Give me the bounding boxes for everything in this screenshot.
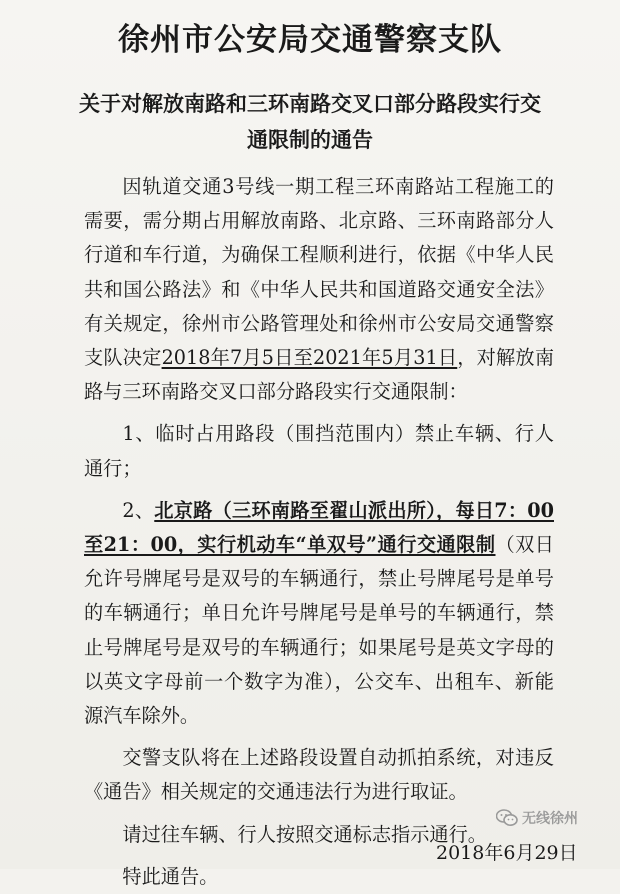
wechat-icon [496,809,518,827]
paragraph-background [84,170,554,409]
restriction-item-1: 1、临时占用路段（围挡范围内）禁止车辆、行人通行； [84,422,554,480]
paragraph-instruction: 请过往车辆、行人按照交通标志指示通行。 [122,822,487,846]
organization-title: 徐州市公安局交通警察支队 [118,22,502,58]
restriction-date-range: 2018年7月5日至2021年5月31日 [161,346,458,370]
paragraph-background-tail: ，对解放南路与三环南路交叉口部分路段实行交通限制： [84,346,555,404]
wechat-watermark [496,808,578,828]
notice-title: 关于对解放南路和三环南路交叉口部分路段实行交通限制的通告 [79,91,541,152]
paragraph-enforcement: 交警支队将在上述路段设置自动抓拍系统，对违反《通告》相关规定的交通违法行为进行取证。 [84,746,554,804]
notice-date: 2018年6月29日 [436,842,578,864]
restriction-item-2-road: 北京路（三环南路至翟山派出所），每日7：00至21：00，实行机动车“单双号”通行交通限制 [84,498,554,557]
restriction-item-2-detail: （双日允许号牌尾号是双号的车辆通行，禁止号牌尾号是单号的车辆通行；单日允许号牌尾号是单号的车辆通行，禁止号牌尾号是双号的车辆通行；如果尾号是英文字母的以英文字母前一个数字为准），公交车、出租车、新能源汽车除外。 [84,533,554,728]
notice-body [84,170,554,894]
restriction-item-2-number: 2、 [122,498,155,522]
paragraph-background-text: 因轨道交通3号线一期工程三环南路站工程施工的需要，需分期占用解放南路、北京路、三环南路部分人行道和车行道，为确保工程顺利进行，依据《中华人民共和国公路法》和《中华人民共和国道路交通安全法》有关规定，徐州市公路管理处和徐州市公安局交通警察支队决定 [84,175,554,370]
watermark-label: 无线徐州 [522,811,578,827]
paragraph-closing: 特此通告。 [122,864,219,888]
restriction-item-2 [84,494,554,733]
